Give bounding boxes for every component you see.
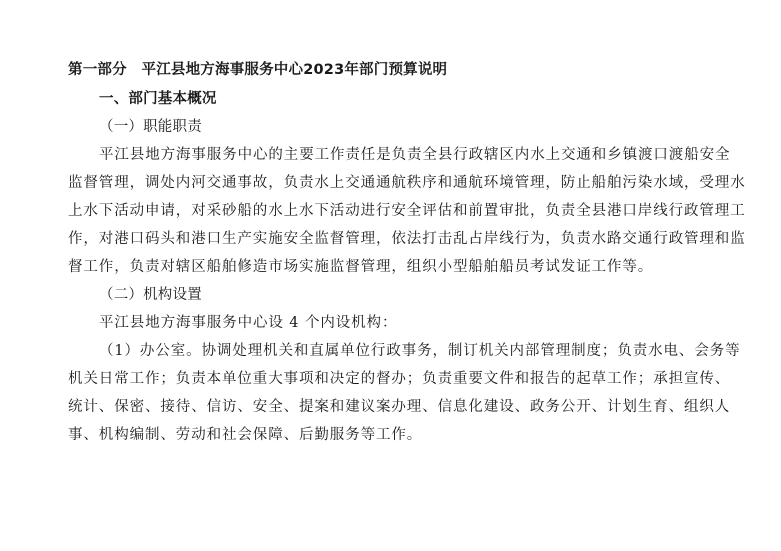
part-title: 第一部分 平江县地方海事服务中心2023年部门预算说明 <box>68 62 448 78</box>
paragraph-line: 督工作，负责对辖区船舶修造市场实施监督管理，组织小型船舶船员考试发证工作等。 <box>68 259 654 275</box>
paragraph-line: 作，对港口码头和港口生产实施安全监督管理，依法打击乱占岸线行为，负责水路交通行政管理和监 <box>68 231 746 247</box>
section-heading: 一、部门基本概况 <box>99 91 217 107</box>
paragraph-line: 平江县地方海事服务中心的主要工作责任是负责全县行政辖区内水上交通和乡镇渡口渡船安全 <box>99 147 731 163</box>
paragraph-line: 上水下活动申请，对采砂船的水上水下活动进行安全评估和前置审批，负责全县港口岸线行政管理工 <box>68 203 746 219</box>
subsection-heading-structure: （二）机构设置 <box>99 287 202 303</box>
paragraph-line: 平江县地方海事服务中心设 4 个内设机构： <box>99 315 398 331</box>
paragraph-line: 监督管理，调处内河交通事故，负责水上交通通航秩序和通航环境管理，防止船舶污染水域，受理水 <box>68 175 746 191</box>
paragraph-line: （1）办公室。协调处理机关和直属单位行政事务，制订机关内部管理制度；负责水电、会务等 <box>99 343 741 359</box>
paragraph-line: 统计、保密、接待、信访、安全、提案和建议案办理、信息化建设、政务公开、计划生育、组织人 <box>68 399 731 415</box>
paragraph-line: 事、机构编制、劳动和社会保障、后勤服务等工作。 <box>68 427 423 443</box>
subsection-heading-duties: （一）职能职责 <box>99 119 202 135</box>
paragraph-line: 机关日常工作；负责本单位重大事项和决定的督办；负责重要文件和报告的起草工作；承担宣传、 <box>68 371 731 387</box>
